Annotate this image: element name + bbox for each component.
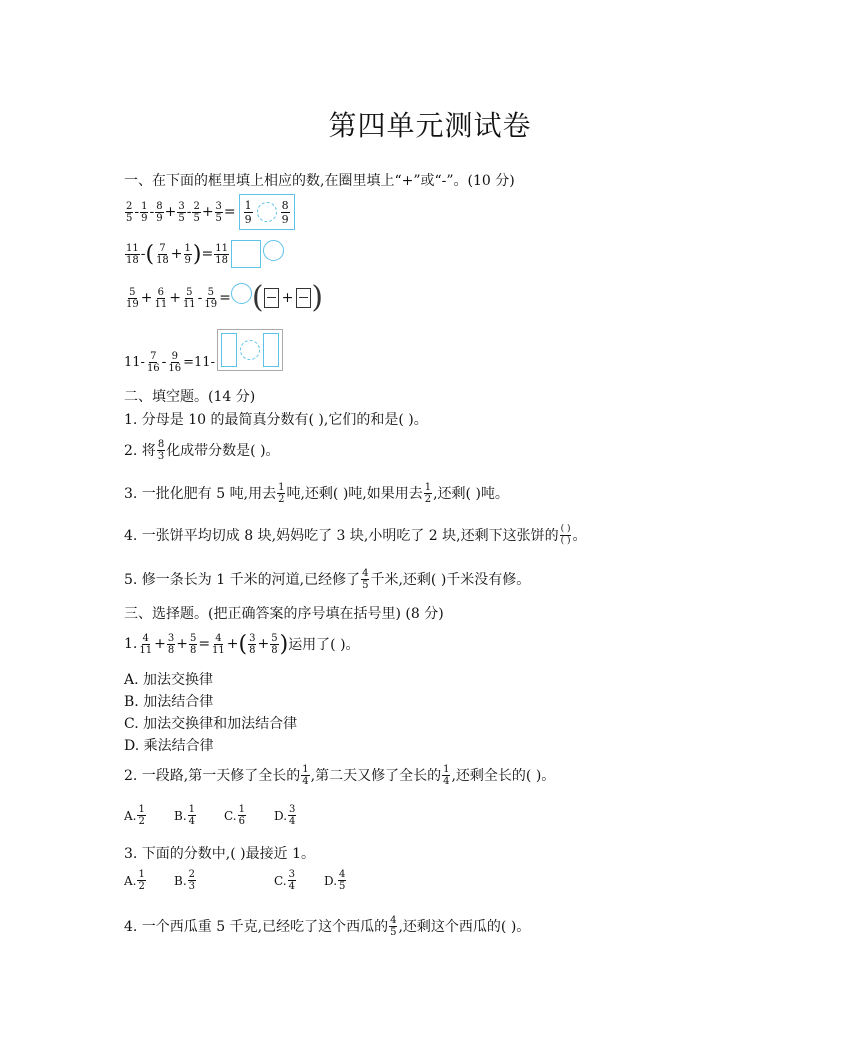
- frac-num: 4: [215, 632, 222, 644]
- option-letter: A.: [124, 873, 137, 888]
- section3-heading: 三、选择题。(把正确答案的序号填在括号里) (8 分): [124, 606, 444, 622]
- text: 2. 将: [124, 443, 156, 459]
- frac-den: 5: [215, 212, 222, 224]
- frac-num: 8: [157, 438, 165, 450]
- fraction: [270, 633, 278, 656]
- fraction: [188, 869, 196, 892]
- text: ,还剩全长的( )。: [451, 768, 556, 784]
- text: 5. 修一条长为 1 千米的河道,已经修了: [124, 572, 361, 588]
- operator-circle[interactable]: [240, 340, 260, 360]
- frac-num: 1: [141, 200, 148, 212]
- frac-den: 9: [156, 212, 163, 224]
- text: 千米,还剩( )千米没有修。: [370, 572, 531, 588]
- frac-num: 3: [288, 869, 295, 880]
- fraction: [244, 199, 253, 226]
- operator-circle[interactable]: [263, 240, 284, 261]
- frac-den: 5: [390, 926, 397, 938]
- text: ,第二天又修了全长的: [310, 768, 442, 784]
- frac-num: 8: [156, 200, 163, 212]
- s3-q2: [124, 760, 555, 790]
- frac-num: 5: [207, 286, 214, 298]
- frac-den: 16: [168, 362, 182, 374]
- s3-q1-option-d[interactable]: D. 乘法结合律: [124, 738, 214, 754]
- answer-box[interactable]: [221, 333, 237, 367]
- s3-q3-option-c[interactable]: [274, 869, 324, 892]
- fraction: [140, 201, 148, 224]
- frac-num: 1: [188, 804, 196, 815]
- frac-num: 1: [138, 804, 145, 815]
- frac-den: 4: [443, 775, 450, 787]
- s3-q1-option-c[interactable]: C. 加法交换律和加法结合律: [124, 716, 298, 732]
- frac-num: 7: [159, 242, 166, 254]
- fraction: [182, 287, 197, 310]
- option-letter: D.: [274, 808, 288, 823]
- frac-num: 5: [271, 632, 278, 644]
- frac-num: 1: [278, 481, 285, 493]
- fraction: [188, 804, 196, 827]
- fraction: [211, 633, 226, 656]
- fraction: [137, 869, 145, 892]
- s3-q4: [124, 911, 530, 941]
- frac-num: 7: [150, 350, 157, 362]
- frac-den: 11: [139, 644, 153, 656]
- option-letter: B.: [174, 873, 187, 888]
- frac-num: 4: [390, 914, 397, 926]
- text: 3. 一批化肥有 5 吨,用去: [124, 486, 277, 502]
- frac-den: ( ): [560, 535, 571, 546]
- fraction: [146, 351, 161, 374]
- text: 化成带分数是( )。: [166, 443, 280, 459]
- frac-num: 1: [424, 481, 432, 493]
- frac-num: 1: [184, 242, 191, 254]
- s3-q3-option-d[interactable]: [324, 869, 374, 892]
- frac-num: 3: [167, 632, 175, 644]
- frac-den: 11: [154, 298, 168, 310]
- frac-den: 3: [188, 881, 196, 892]
- frac-den: 18: [215, 254, 228, 266]
- answer-box[interactable]: [263, 333, 279, 367]
- answer-box[interactable]: [231, 240, 261, 268]
- frac-den: 9: [141, 212, 148, 224]
- frac-num: 3: [215, 200, 222, 212]
- frac-num: 8: [281, 198, 289, 212]
- frac-den: 4: [288, 881, 295, 892]
- fraction: [189, 633, 197, 656]
- frac-den: 4: [188, 816, 196, 827]
- fraction: [157, 439, 165, 462]
- frac-den: 8: [189, 644, 197, 656]
- fraction: [125, 243, 140, 266]
- frac-num: 1: [244, 198, 252, 212]
- text: 运用了( )。: [288, 637, 360, 653]
- fraction: [288, 869, 296, 892]
- s1-row2: $\frac{11}{18}$ - ( $\frac{7}{18}$ + $\frac{1}{9}$ ) = $\frac{11}{18}$: [124, 238, 284, 270]
- frac-num: 5: [189, 632, 197, 644]
- frac-num: 2: [188, 869, 196, 880]
- fraction: [238, 804, 246, 827]
- frac-den: 6: [238, 816, 245, 827]
- frac-den: 8: [249, 644, 256, 656]
- s3-q3-options: [124, 869, 374, 892]
- fraction: [177, 201, 185, 224]
- fraction: [248, 633, 256, 656]
- s2-q4: [124, 520, 586, 550]
- s1-row4: 11- $\frac{7}{16}$ - $\frac{9}{16}$ =11-: [124, 326, 283, 374]
- fraction: [138, 633, 153, 656]
- option-letter: A.: [124, 808, 137, 823]
- frac-den: 3: [157, 450, 165, 462]
- option-letter: D.: [324, 873, 338, 888]
- frac-num: 11: [126, 242, 139, 254]
- frac-num: ( ): [560, 523, 571, 534]
- s1-row1: $\frac{2}{5}$ - $\frac{1}{9}$ - $\frac{8}{9}$ + $\frac{3}{5}$ - $\frac{2}{5}$ + $\frac{3}{5}$ = $\frac{1}{9}$ $\frac{8}{9}$: [124, 192, 295, 232]
- section1-heading: 一、在下面的框里填上相应的数,在圈里填上“+”或“-”。(10 分): [124, 173, 515, 189]
- frac-num: 3: [249, 632, 256, 644]
- s3-q2-option-c[interactable]: [224, 804, 274, 827]
- text: 4. 一个西瓜重 5 千克,已经吃了这个西瓜的: [124, 919, 389, 935]
- frac-den: 8: [167, 644, 175, 656]
- s2-q1: 1. 分母是 10 的最简真分数有( ),它们的和是( )。: [124, 412, 428, 428]
- fraction: [361, 568, 369, 591]
- frac-num: 2: [126, 200, 133, 212]
- frac-den: 18: [126, 254, 139, 266]
- answer-bracket[interactable]: [217, 329, 283, 371]
- fraction: [155, 201, 163, 224]
- frac-den: 5: [178, 212, 185, 224]
- frac-num: 5: [186, 286, 193, 298]
- frac-num: 1: [138, 869, 145, 880]
- frac-box[interactable]: [264, 288, 279, 308]
- fraction: [153, 287, 168, 310]
- frac-den: 16: [146, 362, 160, 374]
- fraction: [301, 764, 309, 787]
- s2-q2: [124, 435, 280, 465]
- frac-num: 11: [215, 242, 228, 254]
- operator-circle[interactable]: [231, 283, 252, 304]
- frac-num: 6: [157, 286, 165, 298]
- frac-num: 1: [443, 763, 450, 775]
- text: 吨,还剩( )吨,如果用去: [286, 486, 423, 502]
- s3-q2-options: [124, 804, 324, 827]
- text: ,还剩这个西瓜的( )。: [398, 919, 531, 935]
- fraction: [192, 201, 200, 224]
- fraction: [277, 482, 285, 505]
- frac-den: 8: [271, 644, 278, 656]
- frac-den: 9: [281, 212, 289, 226]
- s3-q3: 3. 下面的分数中,( )最接近 1。: [124, 846, 315, 862]
- s3-q1-option-b[interactable]: B. 加法结合律: [124, 694, 214, 710]
- fraction: [184, 243, 192, 266]
- s3-q2-option-d[interactable]: [274, 804, 324, 827]
- text: ,还剩( )吨。: [433, 486, 509, 502]
- frac-num: 4: [142, 632, 149, 644]
- section2-heading: 二、填空题。(14 分): [124, 389, 256, 405]
- frac-num: 3: [289, 804, 296, 815]
- fraction: [125, 287, 140, 310]
- fraction: [560, 524, 572, 547]
- fraction: [288, 804, 296, 827]
- s3-q2-option-b[interactable]: [174, 804, 224, 827]
- fraction: [125, 201, 133, 224]
- row4-eq: =11-: [183, 354, 215, 370]
- fraction: [167, 633, 175, 656]
- operator-circle[interactable]: [257, 202, 277, 222]
- row4-lead: 11-: [124, 354, 145, 370]
- s3-q3-option-a[interactable]: [124, 869, 174, 892]
- fraction: [338, 869, 346, 892]
- frac-den: 9: [184, 254, 191, 266]
- fraction: [281, 199, 290, 226]
- frac-num: 9: [171, 350, 178, 362]
- s3-q1-option-a[interactable]: A. 加法交换律: [124, 672, 214, 688]
- page-title: 第四单元测试卷: [328, 109, 532, 142]
- frac-den: 5: [339, 881, 346, 892]
- frac-num: 1: [238, 804, 245, 815]
- frac-den: 5: [126, 212, 133, 224]
- s2-q3: [124, 478, 509, 508]
- s3-q1: 1. $\frac{4}{11}$ + $\frac{3}{8}$ + $\frac{5}{8}$ = $\frac{4}{11}$ + ( $\frac{3}{8}$ + $\frac{5}{8}$ ) 运用了( )。: [124, 631, 360, 657]
- frac-den: 9: [244, 212, 252, 226]
- fraction: [214, 243, 229, 266]
- frac-den: 5: [362, 579, 369, 591]
- fraction: [424, 482, 432, 505]
- frac-den: 2: [278, 493, 285, 505]
- fraction: [442, 764, 450, 787]
- frac-num: 3: [178, 200, 185, 212]
- frac-num: 4: [362, 567, 369, 579]
- text: 1.: [124, 636, 138, 652]
- s2-q5: [124, 564, 530, 594]
- answer-box[interactable]: [239, 194, 295, 230]
- fraction: [155, 243, 170, 266]
- frac-den: 11: [182, 298, 196, 310]
- option-letter: C.: [224, 808, 237, 823]
- option-letter: B.: [174, 808, 187, 823]
- option-letter: C.: [274, 873, 287, 888]
- frac-den: 19: [126, 298, 139, 310]
- frac-num: 1: [302, 763, 309, 775]
- s1-row3: $\frac{5}{19}$ + $\frac{6}{11}$ + $\frac{5}{11}$ - $\frac{5}{19}$ = ( + ): [126, 280, 324, 315]
- fraction: [389, 915, 397, 938]
- s3-q3-option-b[interactable]: [174, 869, 274, 892]
- frac-num: 5: [129, 286, 136, 298]
- frac-den: 2: [424, 493, 432, 505]
- frac-den: 4: [289, 816, 296, 827]
- frac-den: 2: [138, 881, 145, 892]
- text: 。: [572, 528, 587, 544]
- text: 4. 一张饼平均切成 8 块,妈妈吃了 3 块,小明吃了 2 块,还剩下这张饼的: [124, 528, 559, 544]
- frac-num: 2: [193, 200, 200, 212]
- fraction: [215, 201, 223, 224]
- fraction: [137, 804, 145, 827]
- frac-den: 11: [212, 644, 225, 656]
- fraction: [167, 351, 182, 374]
- frac-den: 19: [204, 298, 218, 310]
- s3-q2-option-a[interactable]: [124, 804, 174, 827]
- frac-box[interactable]: [296, 288, 311, 308]
- frac-den: 18: [156, 254, 169, 266]
- fraction: [203, 287, 218, 310]
- text: 2. 一段路,第一天修了全长的: [124, 768, 301, 784]
- frac-den: 5: [193, 212, 200, 224]
- frac-den: 4: [302, 775, 309, 787]
- frac-den: 2: [138, 816, 145, 827]
- frac-num: 4: [339, 869, 346, 880]
